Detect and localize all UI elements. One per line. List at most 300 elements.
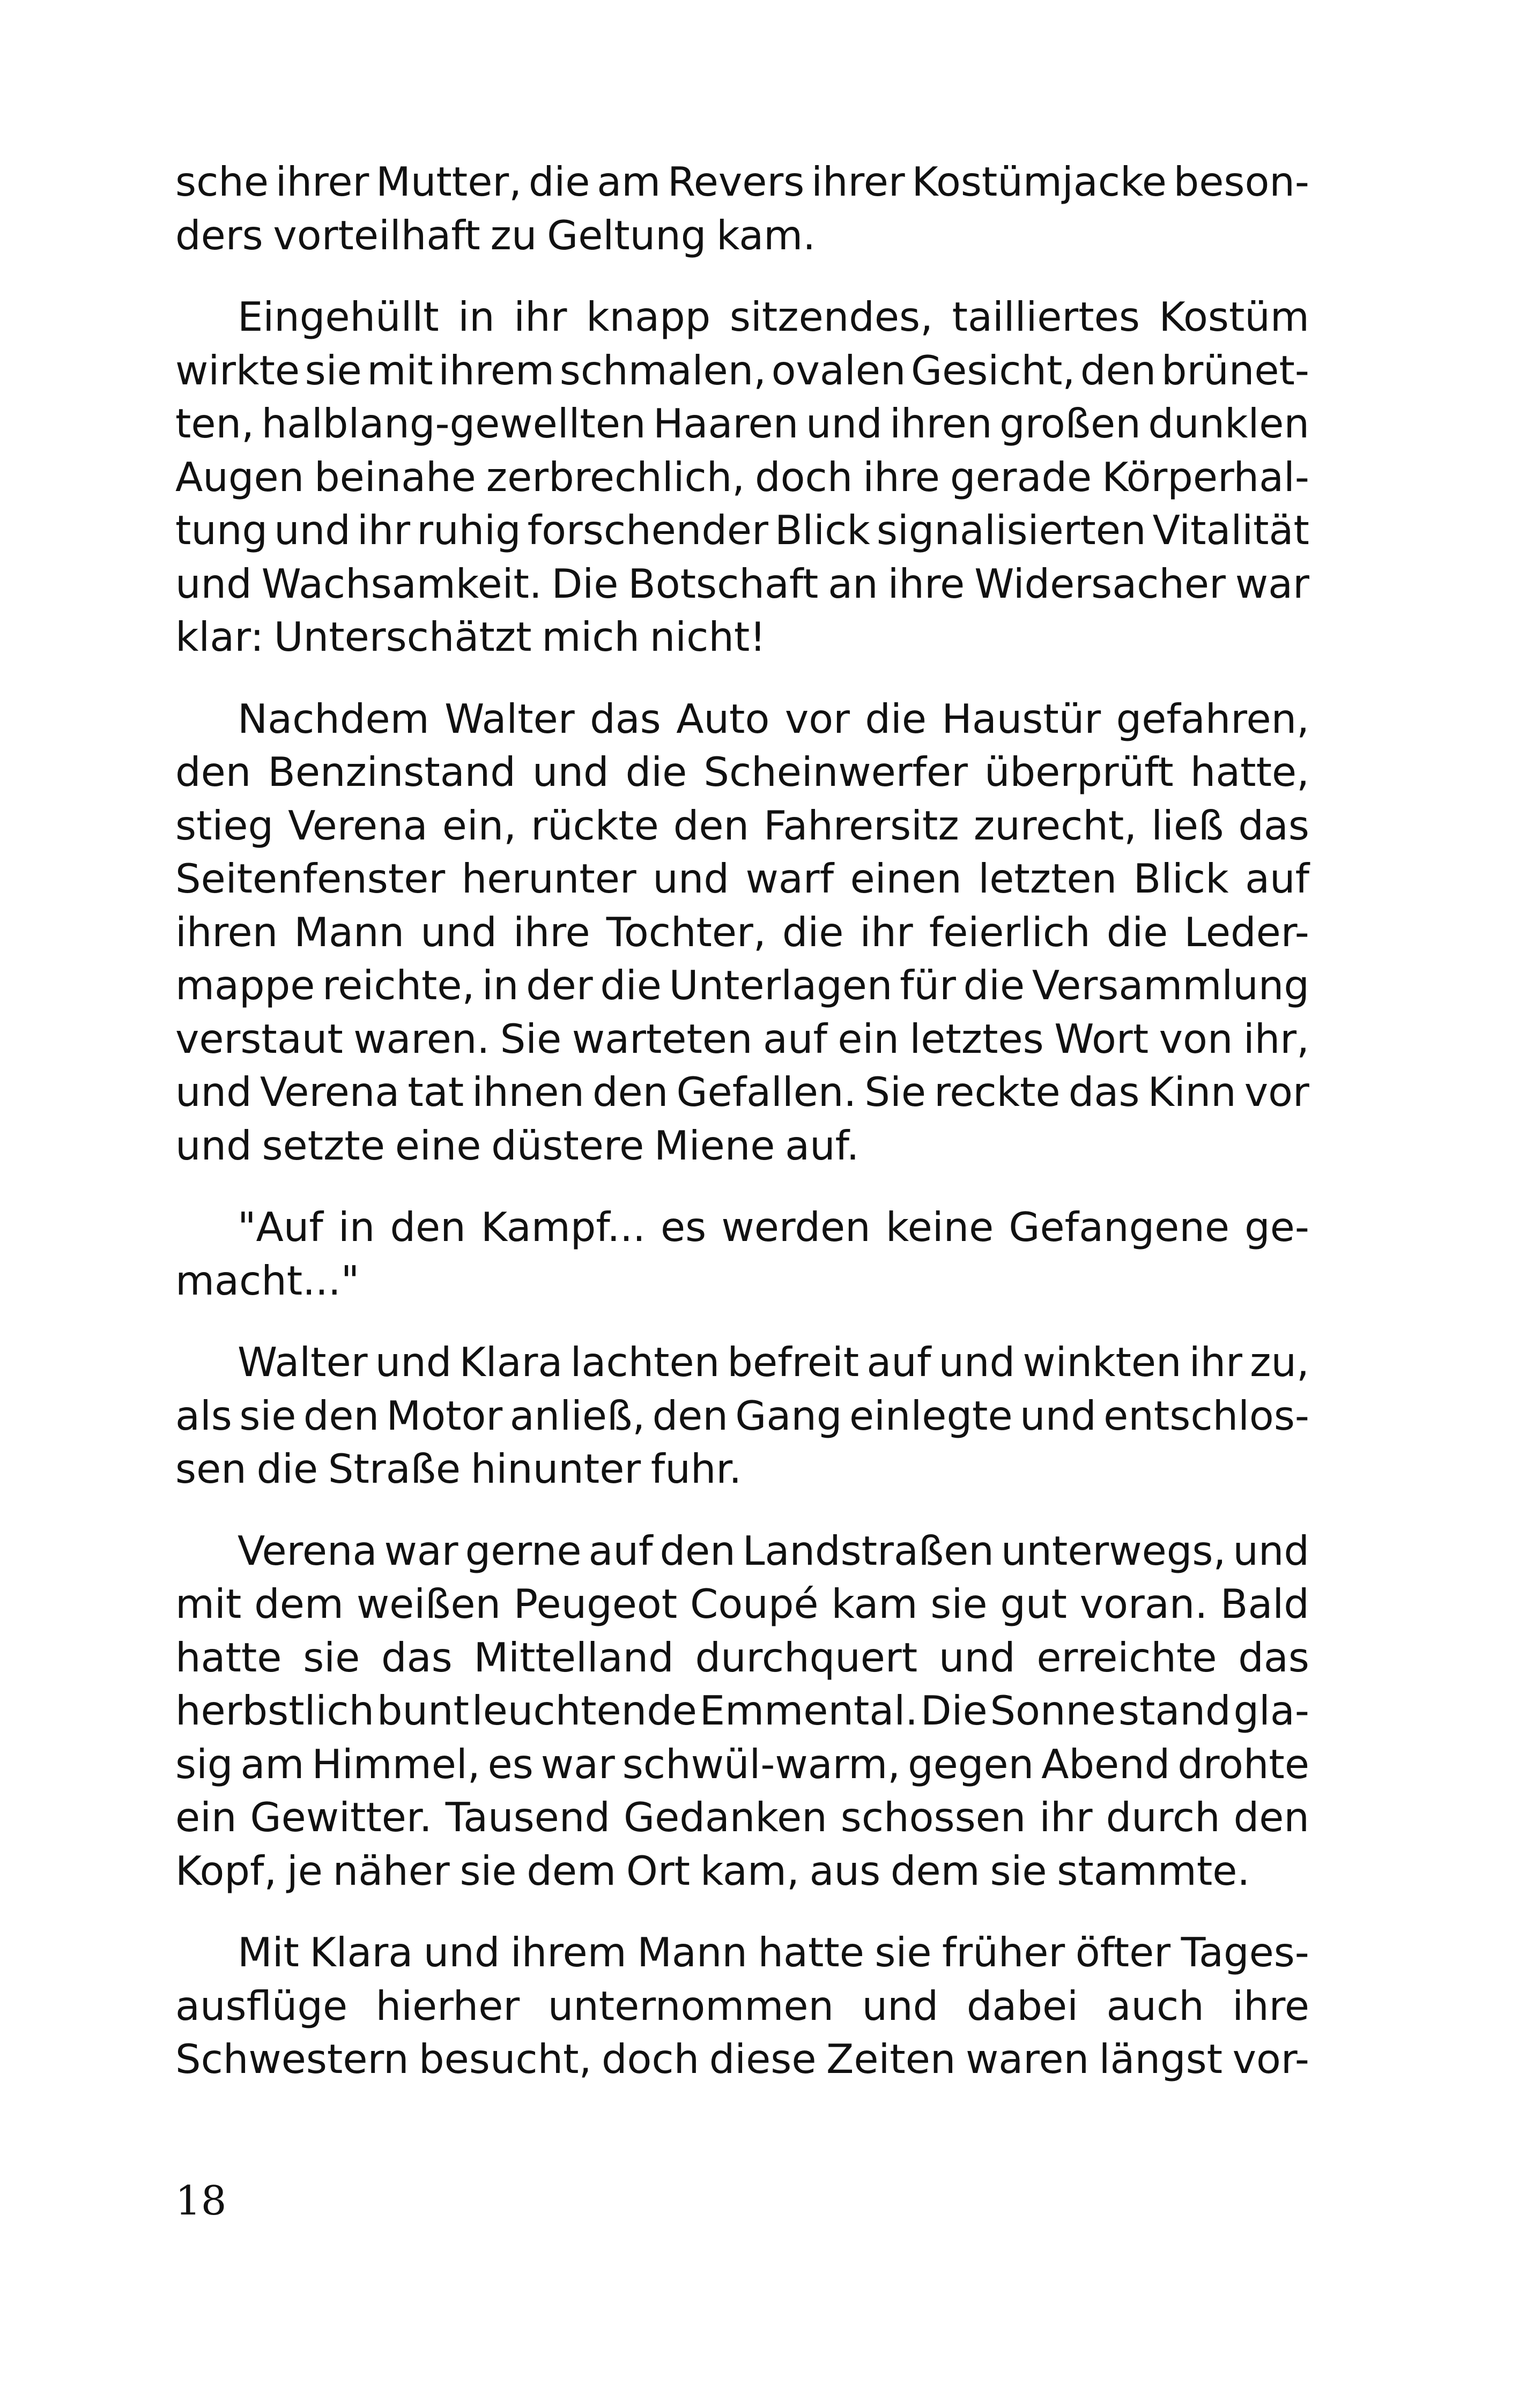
text-line (175, 611, 1309, 664)
text-line (175, 397, 1309, 451)
word: und (375, 1339, 452, 1386)
word: Walter (238, 1339, 368, 1386)
word: hatte (758, 1929, 864, 1976)
word: ihrer (811, 158, 905, 205)
word: hatte, (1190, 748, 1309, 796)
word: auf (588, 1527, 653, 1574)
word: war (540, 1740, 615, 1788)
word: herbstlich (175, 1687, 375, 1734)
word: ihr (1039, 1794, 1093, 1841)
word: die (625, 748, 687, 796)
word: waren. (353, 1015, 490, 1062)
word: Augen (175, 453, 305, 501)
text-line (175, 1443, 1309, 1496)
word: und (938, 1339, 1016, 1386)
word: den (1080, 346, 1157, 394)
word: als (175, 1392, 232, 1439)
word: ihre (513, 908, 590, 956)
word: dem (890, 1847, 980, 1894)
word: von (1159, 1015, 1233, 1062)
text-line (175, 1254, 1309, 1308)
word: Gefallen. (676, 1068, 857, 1116)
text-line (175, 291, 1309, 344)
paragraph (175, 291, 1309, 664)
word: die (256, 1445, 318, 1492)
text-line (175, 693, 1309, 746)
word: einen (850, 855, 962, 902)
text-line (175, 209, 1309, 263)
word: sie (930, 1580, 988, 1627)
word: ihrer (275, 158, 369, 205)
word: dem (527, 1847, 617, 1894)
word: das (381, 1633, 453, 1681)
word: tat (407, 1068, 464, 1116)
word: winkten (1022, 1339, 1182, 1386)
word: und (420, 908, 497, 956)
word: ovalen (771, 346, 906, 394)
word: auf (763, 1015, 827, 1062)
word: Tausend (445, 1794, 610, 1841)
word: voran. (1079, 1580, 1208, 1627)
word: nicht! (649, 613, 766, 660)
word: einlegte (849, 1392, 1013, 1439)
word: stand (1118, 1687, 1231, 1734)
text-line (175, 1119, 1309, 1173)
word: ihr (357, 507, 411, 554)
word: mit (367, 346, 433, 394)
word: Scheinwerfer (703, 748, 968, 796)
word: sie (990, 1847, 1047, 1894)
word: gerade (950, 453, 1092, 501)
word: Gesicht, (911, 346, 1076, 394)
text-line (175, 1525, 1309, 1578)
word: Straße (328, 1445, 461, 1492)
word: und (423, 1929, 500, 1976)
word: schossen (840, 1794, 1026, 1841)
text-line (175, 1845, 1309, 1898)
word: vor (784, 695, 850, 742)
word: der (526, 962, 593, 1009)
word: ihrem (510, 1929, 627, 1976)
word: die (865, 695, 927, 742)
word: Sie (500, 1015, 562, 1062)
word: an (828, 560, 878, 607)
word: und (175, 1121, 252, 1169)
word: zurecht, (973, 801, 1137, 849)
word: früher (942, 1929, 1065, 1976)
text-line (175, 746, 1309, 799)
word: "Auf (238, 1203, 323, 1251)
text-line (175, 451, 1309, 504)
word: den (390, 1203, 466, 1251)
word: Blick (774, 507, 870, 554)
word: Tages- (1181, 1929, 1309, 1976)
word: tung (175, 507, 268, 554)
word: düstere (491, 1121, 644, 1169)
word: Sie (864, 1068, 926, 1116)
word: mappe (175, 962, 315, 1009)
word: Verena (260, 1068, 400, 1116)
word: großen (999, 400, 1141, 447)
word: ihr (859, 908, 913, 956)
word: auf. (785, 1121, 859, 1169)
word: Gedanken (623, 1794, 827, 1841)
word: Mit (238, 1929, 299, 1976)
word: vor (1244, 1068, 1309, 1116)
word: und (532, 748, 609, 796)
word: sig (175, 1740, 233, 1788)
body-text (175, 155, 1309, 2086)
text-line (175, 1013, 1309, 1066)
word: es (661, 1203, 707, 1251)
word: lachten (570, 1339, 720, 1386)
word: stieg (175, 801, 274, 849)
word: Himmel, (312, 1740, 480, 1788)
word: klar: (175, 613, 264, 660)
word: Unterlagen (669, 962, 893, 1009)
page-number: 18 (175, 2177, 227, 2224)
word: es (487, 1740, 533, 1788)
word: unternommen (547, 1982, 834, 2030)
word: Walter (444, 695, 575, 742)
word: Versammlung (1032, 962, 1309, 1009)
word: ihren (890, 400, 992, 447)
word: Unterschätzt (273, 613, 532, 660)
word: Emmental. (699, 1687, 918, 1734)
word: ein (838, 1015, 899, 1062)
text-line (175, 1684, 1309, 1738)
word: durchquert (695, 1633, 918, 1681)
word: sitzendes, (729, 293, 933, 340)
word: warf (745, 855, 834, 902)
word: ten, (175, 400, 254, 447)
word: den (592, 1068, 669, 1116)
word: ihnen (472, 1068, 584, 1116)
word: war (384, 1527, 458, 1574)
word: Vitalität (1152, 507, 1309, 554)
word: dabei (966, 1982, 1078, 2030)
word: ließ (1151, 801, 1224, 849)
text-line (175, 155, 1309, 209)
word: Seitenfenster (175, 855, 446, 902)
word: Verena (288, 801, 428, 849)
word: Geltung (547, 211, 707, 259)
word: hierher (375, 1982, 520, 2030)
word: sche (175, 158, 269, 205)
word: längst (1099, 2035, 1223, 2083)
word: diese (709, 2035, 817, 2083)
word: schmalen, (559, 346, 766, 394)
word: Mann (294, 908, 405, 956)
word: Coupé (690, 1580, 819, 1627)
word: Widersacher (974, 560, 1226, 607)
word: besucht, (419, 2035, 592, 2083)
word: Wort (1054, 1015, 1149, 1062)
word: Kopf, (175, 1847, 277, 1894)
word: macht..." (175, 1257, 360, 1304)
word: Kostüm (1159, 293, 1309, 340)
word: Kampf... (480, 1203, 646, 1251)
word: halblang-gewellten (261, 400, 646, 447)
text-line (175, 799, 1309, 853)
word: sie (460, 1847, 517, 1894)
word: gerne (465, 1527, 582, 1574)
text-line (175, 1926, 1309, 1980)
word: Mann (637, 1929, 747, 1976)
word: Gang (735, 1392, 842, 1439)
word: den (660, 1527, 736, 1574)
word: den (1233, 1794, 1309, 1841)
word: ihr, (1243, 1015, 1309, 1062)
word: Mittelland (473, 1633, 674, 1681)
word: Botschaft (628, 560, 819, 607)
text-line (175, 959, 1309, 1013)
word: stammte. (1057, 1847, 1250, 1894)
text-line (175, 906, 1309, 960)
text-line (175, 1336, 1309, 1389)
word: und (653, 855, 729, 902)
word: Verena (238, 1527, 377, 1574)
word: am (240, 1740, 305, 1788)
word: öfter (1075, 1929, 1171, 1976)
word: ihre (863, 453, 940, 501)
word: durch (1106, 1794, 1220, 1841)
text-line (175, 504, 1309, 558)
word: schwül-warm, (622, 1740, 901, 1788)
word: sie (875, 1929, 932, 1976)
word: Leder- (1184, 908, 1309, 956)
word: in (458, 293, 495, 340)
word: und (1020, 1392, 1096, 1439)
word: die (528, 158, 590, 205)
word: den (673, 801, 750, 849)
word: sie (303, 1633, 360, 1681)
word: erreichte (1036, 1633, 1217, 1681)
word: ihr (1189, 1339, 1242, 1386)
word: in (338, 1203, 375, 1251)
word: Gewitter. (250, 1794, 432, 1841)
word: Klara (459, 1339, 563, 1386)
word: das (590, 695, 661, 742)
text-line (175, 1631, 1309, 1685)
word: fuhr. (650, 1445, 742, 1492)
word: ein, (442, 801, 517, 849)
word: eine (395, 1121, 481, 1169)
word: vorteilhaft (273, 211, 480, 259)
word: das (1068, 1068, 1140, 1116)
word: kam, (700, 1847, 799, 1894)
word: die (963, 962, 1025, 1009)
word: unterwegs, (1001, 1527, 1226, 1574)
word: kam (831, 1580, 918, 1627)
word: Revers (668, 158, 805, 205)
word: näher (332, 1847, 450, 1894)
word: anließ, (509, 1392, 646, 1439)
word: Gefangene (1009, 1203, 1230, 1251)
word: die (1106, 908, 1168, 956)
paragraph (175, 1336, 1309, 1496)
paragraph (175, 1525, 1309, 1898)
word: feierlich (929, 908, 1091, 956)
word: bunt (376, 1687, 469, 1734)
word: drohte (1177, 1740, 1309, 1788)
word: werden (721, 1203, 871, 1251)
word: den (652, 1392, 728, 1439)
word: mit (175, 1580, 242, 1627)
word: Bald (1220, 1580, 1309, 1627)
word: Peugeot (513, 1580, 678, 1627)
text-line (175, 852, 1309, 906)
word: doch (755, 453, 853, 501)
word: Tochter, (606, 908, 766, 956)
paragraph (175, 155, 1309, 262)
word: Die (551, 560, 619, 607)
word: Wachsamkeit. (261, 560, 542, 607)
word: Auto (676, 695, 770, 742)
word: rückte (531, 801, 659, 849)
text-line (175, 1791, 1309, 1845)
word: und (1233, 1527, 1309, 1574)
word: hinunter (470, 1445, 641, 1492)
word: befreit (727, 1339, 859, 1386)
word: waren (965, 2035, 1090, 2083)
word: Zeiten (826, 2035, 956, 2083)
word: knapp (586, 293, 711, 340)
word: ihre (887, 560, 965, 607)
word: Eingehüllt (238, 293, 439, 340)
text-line (175, 2033, 1309, 2086)
text-line (175, 558, 1309, 611)
word: Die (920, 1687, 988, 1734)
word: gefahren, (1116, 695, 1309, 742)
word: Benzinstand (268, 748, 516, 796)
paragraph (175, 693, 1309, 1173)
word: gegen (908, 1740, 1034, 1788)
word: Haustür (942, 695, 1101, 742)
word: tailliertes (952, 293, 1140, 340)
word: Abend (1041, 1740, 1170, 1788)
word: Klara (309, 1929, 413, 1976)
word: sie (239, 1392, 297, 1439)
word: auf (866, 1339, 931, 1386)
word: Miene (654, 1121, 775, 1169)
word: und (805, 400, 883, 447)
word: signalisierten (876, 507, 1146, 554)
word: keine (885, 1203, 994, 1251)
word: ruhig (417, 507, 521, 554)
word: ihr (514, 293, 567, 340)
word: beson- (1173, 158, 1309, 205)
word: Kostümjacke (912, 158, 1167, 205)
word: ihrem (438, 346, 555, 394)
word: Sonne (990, 1687, 1116, 1734)
text-line (175, 344, 1309, 398)
word: in (482, 962, 519, 1009)
word: zu, (1250, 1339, 1309, 1386)
word: leuchtende (471, 1687, 697, 1734)
word: reichte, (322, 962, 475, 1009)
text-line (175, 1738, 1309, 1792)
word: war (1235, 560, 1309, 607)
word: Ort (626, 1847, 691, 1894)
word: den (175, 748, 251, 796)
word: Fahrersitz (764, 801, 959, 849)
word: Blick (1133, 855, 1229, 902)
text-line (175, 1578, 1309, 1631)
word: ausflüge (175, 1982, 348, 2030)
word: verstaut (175, 1015, 343, 1062)
word: dem (254, 1580, 344, 1627)
word: je (286, 1847, 323, 1894)
word: Landstraßen (742, 1527, 994, 1574)
word: Mutter, (376, 158, 522, 205)
word: wirkte (175, 346, 300, 394)
word: letzten (978, 855, 1117, 902)
word: Körperhal- (1102, 453, 1309, 501)
word: aus (809, 1847, 881, 1894)
word: ge- (1244, 1203, 1309, 1251)
word: die (782, 908, 844, 956)
word: das (1238, 1633, 1309, 1681)
word: weißen (356, 1580, 501, 1627)
word: Haaren (653, 400, 799, 447)
word: und (862, 1982, 939, 2030)
word: doch (601, 2035, 700, 2083)
word: und (938, 1633, 1016, 1681)
word: sie (305, 346, 362, 394)
word: ders (175, 211, 263, 259)
word: kam. (716, 211, 816, 259)
word: Kinn (1147, 1068, 1236, 1116)
word: sen (175, 1445, 247, 1492)
text-line (175, 1201, 1309, 1254)
word: auf (1245, 855, 1309, 902)
word: warteten (572, 1015, 753, 1062)
word: beinahe (314, 453, 476, 501)
word: ihre (1232, 1982, 1309, 2030)
word: gut (1000, 1580, 1067, 1627)
word: reckte (934, 1068, 1061, 1116)
paragraph (175, 1926, 1309, 2086)
word: Schwestern (175, 2035, 409, 2083)
word: das (1238, 801, 1309, 849)
word: ein (175, 1794, 237, 1841)
word: ihren (175, 908, 278, 956)
text-line (175, 1389, 1309, 1443)
paragraph (175, 1201, 1309, 1307)
word: zu (490, 211, 537, 259)
word: entschlos- (1103, 1392, 1309, 1439)
word: vor- (1232, 2035, 1309, 2083)
word: herunter (461, 855, 636, 902)
word: brünet- (1161, 346, 1309, 394)
word: zerbrechlich, (486, 453, 745, 501)
word: und (274, 507, 351, 554)
word: gla- (1233, 1687, 1309, 1734)
word: Motor (386, 1392, 503, 1439)
word: überprüft (984, 748, 1174, 796)
word: hatte (175, 1633, 282, 1681)
word: setzte (262, 1121, 385, 1169)
word: für (900, 962, 956, 1009)
word: Nachdem (238, 695, 429, 742)
word: dunklen (1148, 400, 1309, 447)
word: und (175, 560, 252, 607)
text-line (175, 1980, 1309, 2033)
word: auch (1106, 1982, 1204, 2030)
text-line (175, 1066, 1309, 1119)
word: am (597, 158, 661, 205)
